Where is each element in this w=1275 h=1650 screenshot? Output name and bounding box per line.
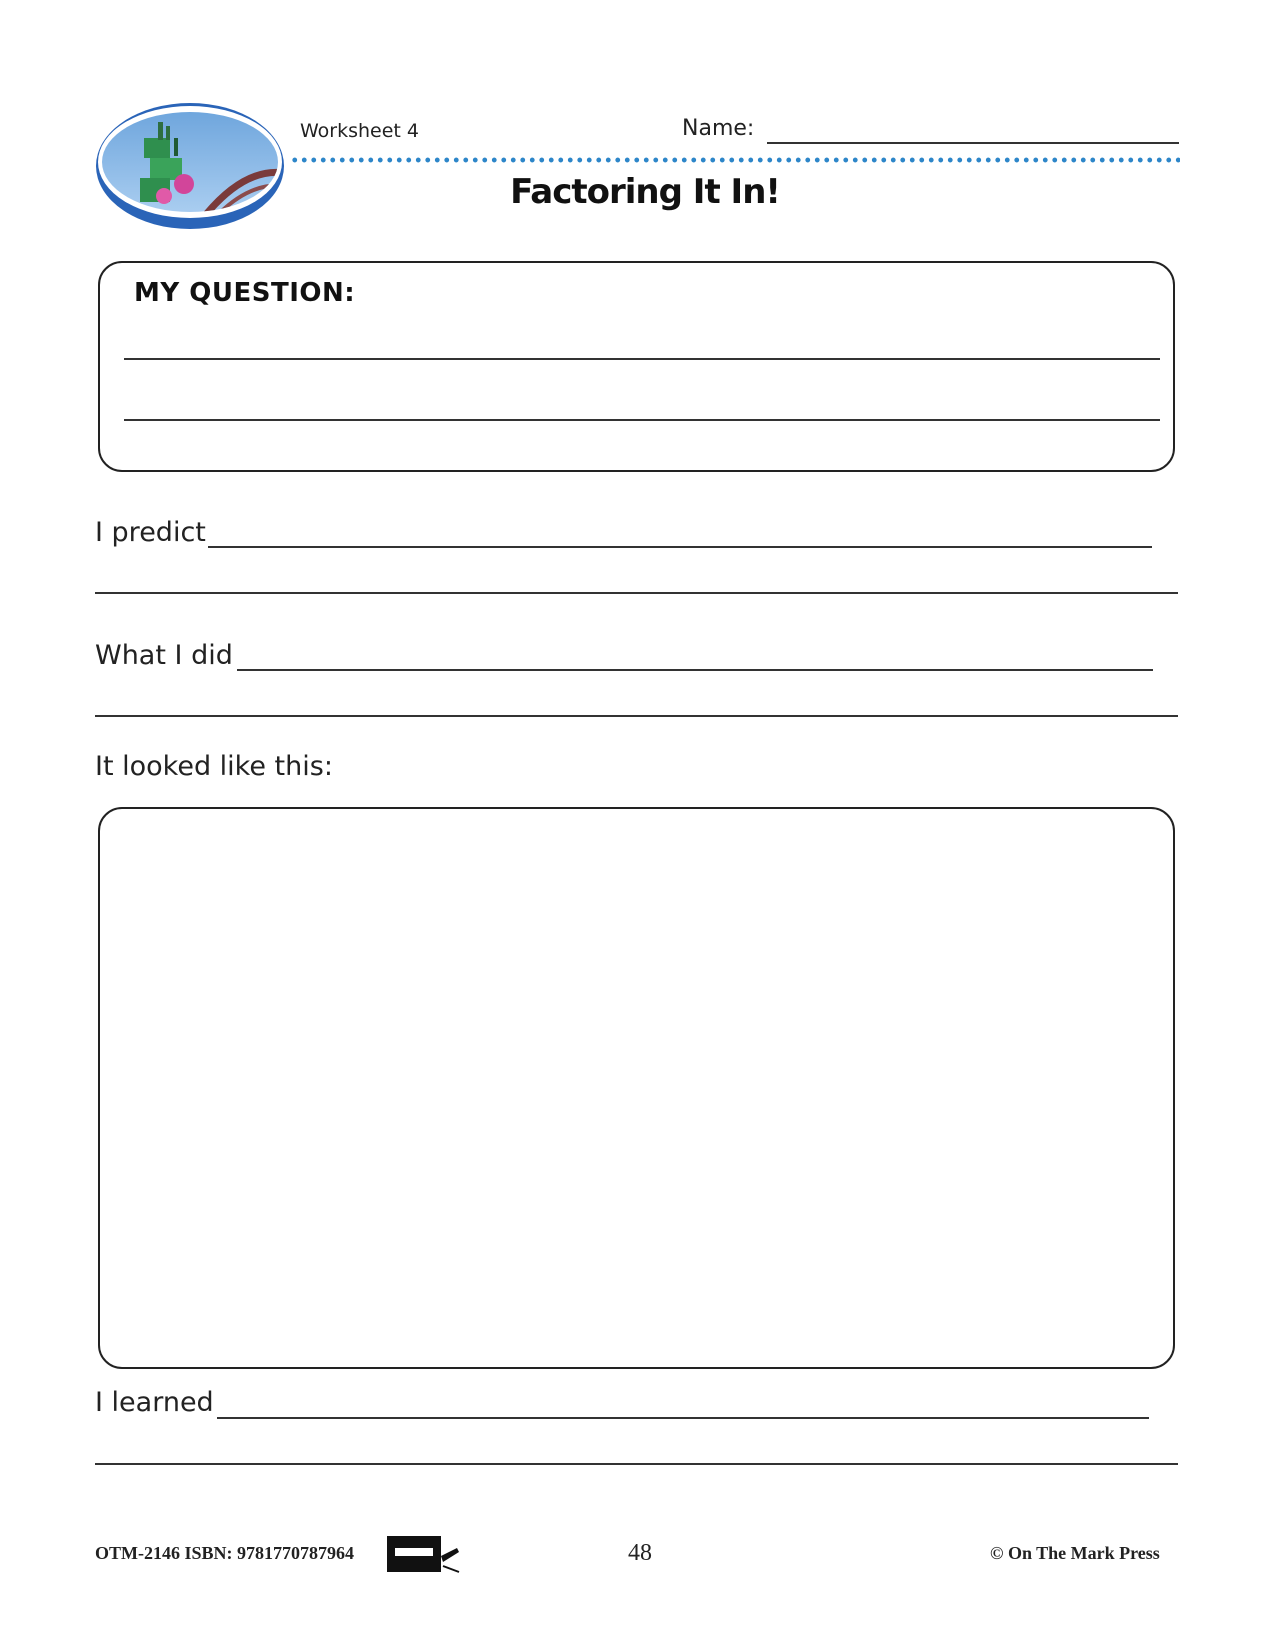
amusement-ride-photo-icon	[94, 100, 286, 230]
question-answer-line-1[interactable]	[124, 358, 1160, 360]
name-label: Name:	[682, 116, 755, 141]
predict-line-2[interactable]	[95, 592, 1178, 594]
looked-like-label: It looked like this:	[95, 751, 333, 782]
name-field[interactable]	[767, 142, 1179, 144]
photocopier-icon	[385, 1530, 460, 1574]
what-i-did-label: What I did	[95, 640, 233, 671]
question-answer-line-2[interactable]	[124, 419, 1160, 421]
page-number: 48	[628, 1540, 652, 1566]
learned-line-2[interactable]	[95, 1463, 1178, 1465]
predict-line-1[interactable]	[208, 546, 1152, 548]
worksheet-label: Worksheet 4	[300, 120, 420, 142]
dotted-divider	[290, 157, 1180, 163]
page-title: Factoring It In!	[510, 172, 780, 212]
copyright: © On The Mark Press	[990, 1543, 1160, 1563]
predict-label: I predict	[95, 517, 206, 548]
what-i-did-line-2[interactable]	[95, 715, 1178, 717]
product-code: OTM-2146 ISBN: 9781770787964	[95, 1543, 355, 1563]
question-heading: MY QUESTION:	[134, 278, 356, 308]
learned-label: I learned	[95, 1387, 214, 1418]
learned-line-1[interactable]	[217, 1417, 1149, 1419]
drawing-area[interactable]	[98, 807, 1175, 1369]
what-i-did-line-1[interactable]	[237, 669, 1153, 671]
